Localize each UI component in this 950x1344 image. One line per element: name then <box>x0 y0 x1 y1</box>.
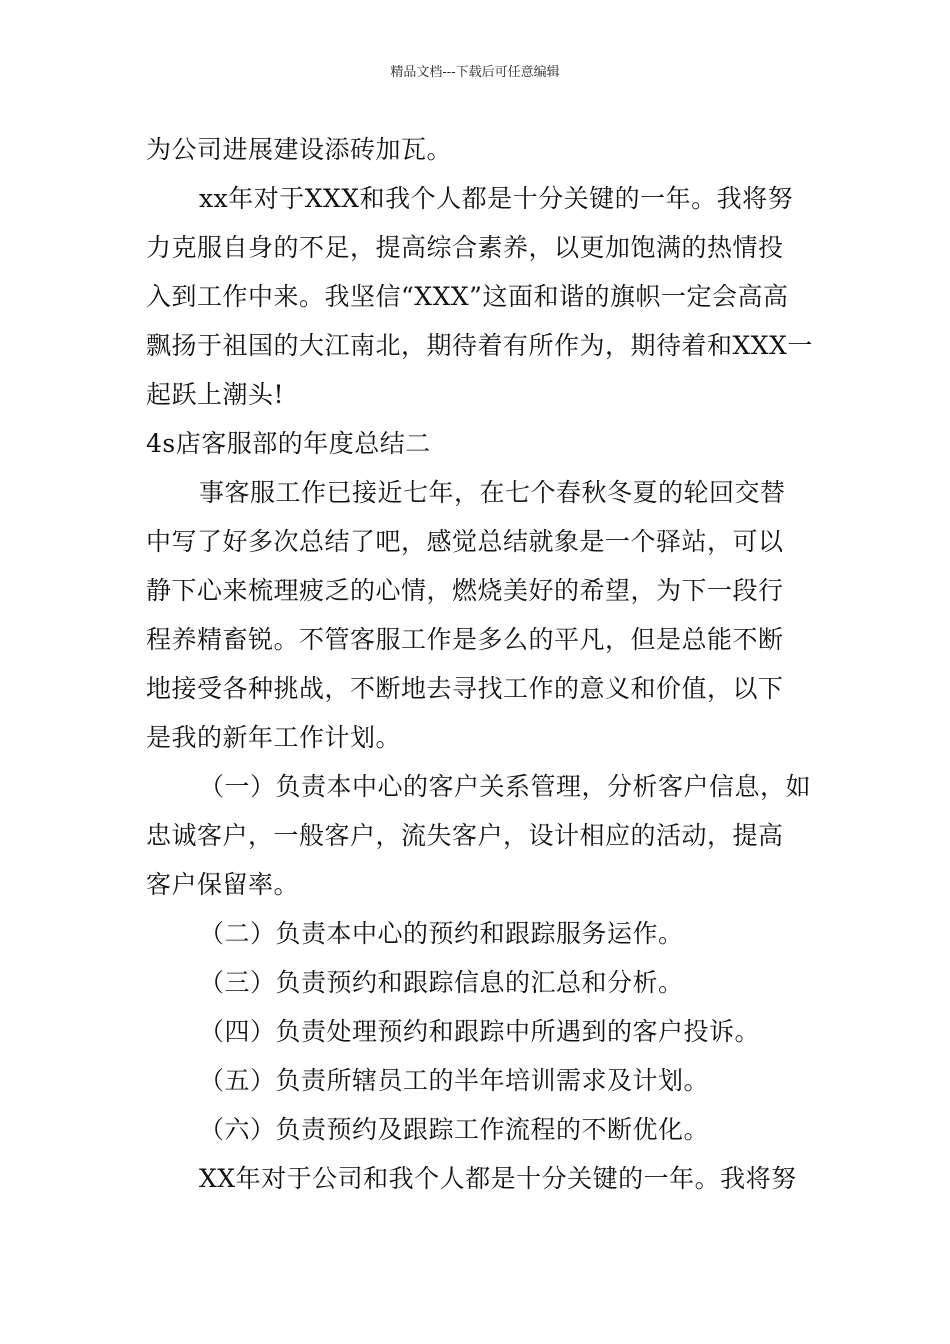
paragraph <box>146 1154 806 1203</box>
text-line: 中写了好多次总结了吧，感觉总结就象是一个驿站，可以 <box>146 527 784 556</box>
list-item <box>146 1105 806 1154</box>
list-item <box>146 762 812 909</box>
paragraph <box>146 468 806 762</box>
text-line: （四）负责处理预约和跟踪中所遇到的客户投诉。 <box>199 1017 761 1046</box>
list-item <box>146 909 806 958</box>
text-line: 起跃上潮头! <box>146 380 285 409</box>
text-line: 为公司进展建设添砖加瓦。 <box>146 135 453 164</box>
text-line: （一）负责本中心的客户关系管理，分析客户信息，如 <box>199 772 812 801</box>
list-item <box>146 958 806 1007</box>
text-line: （三）负责预约和跟踪信息的汇总和分析。 <box>199 968 684 997</box>
text-line: 力克服自身的不足，提高综合素养，以更加饱满的热情投 <box>146 233 784 262</box>
section-heading <box>146 419 806 468</box>
text-line: 静下心来梳理疲乏的心情，燃烧美好的希望，为下一段行 <box>146 576 784 605</box>
document-body <box>146 125 813 1203</box>
list-item <box>146 1007 806 1056</box>
text-line: xx年对于XXX和我个人都是十分关键的一年。我将努 <box>199 184 794 213</box>
text-line: 事客服工作已接近七年，在七个春秋冬夏的轮回交替 <box>199 478 786 507</box>
text-line: 飘扬于祖国的大江南北，期待着有所作为，期待着和XXX一 <box>146 331 813 360</box>
text-line: （五）负责所辖员工的半年培训需求及计划。 <box>199 1066 710 1095</box>
text-line: 地接受各种挑战，不断地去寻找工作的意义和价值，以下 <box>146 674 784 703</box>
text-line: XX年对于公司和我个人都是十分关键的一年。我将努 <box>199 1164 797 1193</box>
list-item <box>146 1056 806 1105</box>
text-line: 入到工作中来。我坚信“XXX”这面和谐的旗帜一定会高高 <box>146 282 789 311</box>
text-line: （六）负责预约及跟踪工作流程的不断优化。 <box>199 1115 710 1144</box>
paragraph <box>146 125 806 174</box>
text-line: 客户保留率。 <box>146 870 300 899</box>
page-header: 精品文档---下载后可任意编辑 <box>390 65 560 80</box>
text-line: 4s店客服部的年度总结二 <box>146 429 431 458</box>
text-line: 程养精畜锐。不管客服工作是多么的平凡，但是总能不断 <box>146 625 784 654</box>
text-line: （二）负责本中心的预约和跟踪服务运作。 <box>199 919 684 948</box>
text-line: 忠诚客户，一般客户，流失客户，设计相应的活动，提高 <box>146 821 784 850</box>
text-line: 是我的新年工作计划。 <box>146 723 402 752</box>
paragraph <box>146 174 813 419</box>
